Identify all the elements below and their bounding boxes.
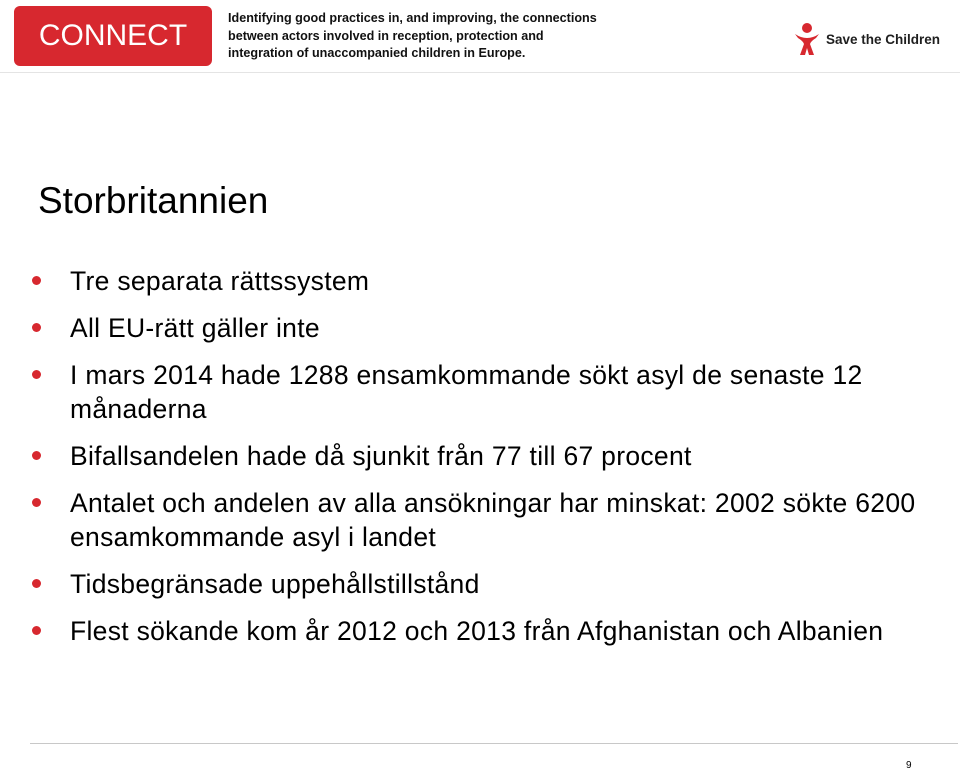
tagline-line: integration of unaccompanied children in Europe. [228,46,526,60]
bullet-item [32,439,912,473]
bullet-item [32,614,940,648]
bullet-item [32,264,912,298]
tagline-line: between actors involved in reception, protection and [228,28,544,43]
bullet-item [32,567,912,601]
bullet-text: All EU-rätt gäller inte [70,313,320,343]
bullet-item [32,358,870,426]
partner-name: Save the Children [826,31,941,47]
slide-title: Storbritannien [38,180,269,221]
connect-logo-text: CONNECT [38,19,188,52]
bullet-text: I mars 2014 hade 1288 ensamkommande sökt asyl de senaste 12 månaderna [70,360,863,424]
footer-divider [30,743,958,744]
bullet-list [32,264,916,661]
save-the-children-logo [792,22,940,56]
bullet-dot-icon [32,498,41,507]
bullet-dot-icon [32,323,41,332]
bullet-text: Flest sökande kom år 2012 och 2013 från Afghanistan och Albanien [70,616,884,646]
bullet-text: Tre separata rättssystem [70,266,370,296]
slide-header [0,0,960,72]
save-the-children-icon [792,22,822,56]
bullet-item [32,311,912,345]
bullet-text: Bifallsandelen hade då sjunkit från 77 till 67 procent [70,441,692,471]
bullet-dot-icon [32,579,41,588]
bullet-dot-icon [32,276,41,285]
bullet-item [32,486,940,554]
bullet-text: Tidsbegränsade uppehållstillstånd [70,569,480,599]
header-divider [0,72,960,73]
tagline-line: Identifying good practices in, and improving, the connections [228,11,597,25]
connect-logo [14,6,212,66]
page-number: 9 [906,760,912,771]
bullet-dot-icon [32,370,41,379]
bullet-text: Antalet och andelen av alla ansökningar har minskat: 2002 sökte 6200 ensamkommande asyl i landet [70,488,916,552]
bullet-dot-icon [32,451,41,460]
header-tagline [228,10,608,63]
bullet-dot-icon [32,626,41,635]
